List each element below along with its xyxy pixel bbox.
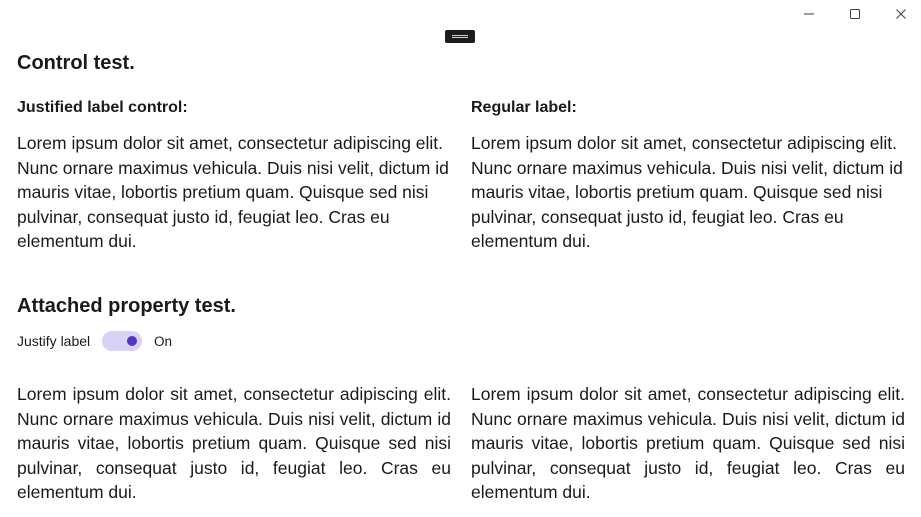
minimize-button[interactable] bbox=[786, 0, 832, 28]
toggle-state-text: On bbox=[154, 334, 173, 349]
justified-label-heading: Justified label control: bbox=[17, 99, 188, 116]
attached-property-test-heading: Attached property test. bbox=[17, 295, 236, 317]
close-button[interactable] bbox=[878, 0, 921, 28]
toggle-knob bbox=[127, 336, 137, 346]
justified-label-text: Lorem ipsum dolor sit amet, consectetur adipiscing elit. Nunc ornare maximus vehicula. Duis nisi velit, dictum id mauris vitae, lobortis pretium quam. Quisque sed nisi pulvinar, consequat justo id, feugiat leo. Cras eu elementum dui. bbox=[17, 133, 449, 251]
minimize-icon bbox=[803, 8, 815, 20]
maximize-button[interactable] bbox=[832, 0, 878, 28]
justify-label-toggle[interactable] bbox=[102, 331, 142, 351]
close-icon bbox=[895, 8, 907, 20]
regular-label-text: Lorem ipsum dolor sit amet, consectetur adipiscing elit. Nunc ornare maximus vehicula. Duis nisi velit, dictum id mauris vitae, lobortis pretium quam. Quisque sed nisi pulvinar, consequat justo id, feugiat leo. Cras eu elementum dui. bbox=[471, 133, 903, 251]
regular-label-heading: Regular label: bbox=[471, 99, 577, 116]
maximize-icon bbox=[849, 8, 861, 20]
justify-label-toggle-label: Justify label bbox=[17, 333, 91, 349]
attached-left-text: Lorem ipsum dolor sit amet, consectetur adipiscing elit. Nunc ornare maximus vehicula. Duis nisi velit, dictum id mauris vitae, lobortis pretium quam. Quisque sed nisi pulvinar, consequat justo id, feugiat leo. Cras eu elementum dui. bbox=[17, 384, 451, 502]
control-test-heading: Control test. bbox=[17, 52, 135, 74]
attached-right-text: Lorem ipsum dolor sit amet, consectetur adipiscing elit. Nunc ornare maximus vehicula. Duis nisi velit, dictum id mauris vitae, lobortis pretium quam. Quisque sed nisi pulvinar, consequat justo id, feugiat leo. Cras eu elementum dui. bbox=[471, 384, 905, 502]
title-bar-drag-handle[interactable] bbox=[445, 30, 475, 43]
